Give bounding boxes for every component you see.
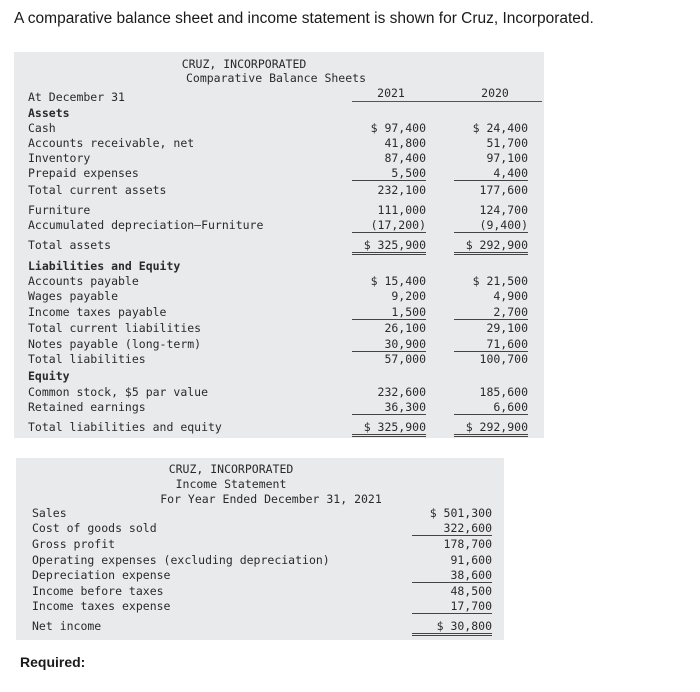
is-value: 38,600 — [412, 568, 492, 583]
is-row-label: Cost of goods sold — [32, 521, 157, 535]
bs-col-2021: 2021 — [377, 86, 405, 100]
bs-row-label: Total liabilities — [28, 352, 146, 366]
bs-value-2021: 5,500 — [352, 166, 426, 181]
is-value: 91,600 — [450, 553, 492, 567]
bs-value-2021: $ 325,900 — [352, 420, 426, 437]
bs-row-label: Notes payable (long-term) — [28, 337, 202, 351]
bs-value-2020: 2,700 — [454, 305, 528, 320]
bs-row-label: Wages payable — [28, 289, 119, 303]
is-title: Income Statement — [175, 477, 287, 491]
required-label: Required: — [20, 654, 86, 670]
bs-value-2020: $ 292,900 — [454, 238, 528, 255]
bs-section-heading: Assets — [28, 106, 70, 120]
bs-value-2021: 232,600 — [377, 385, 426, 399]
income-statement-panel — [16, 458, 504, 640]
bs-company: CRUZ, INCORPORATED — [181, 57, 307, 71]
bs-value-2020: (9,400) — [454, 218, 528, 233]
bs-value-2021: 36,300 — [352, 400, 426, 415]
bs-value-2021: $ 325,900 — [352, 238, 426, 255]
is-row-label: Sales — [32, 506, 67, 520]
bs-value-2020: 6,600 — [454, 400, 528, 415]
bs-row-label: Furniture — [28, 203, 91, 217]
bs-value-2021: 41,800 — [384, 136, 426, 150]
bs-value-2020: 29,100 — [486, 321, 528, 335]
bs-value-2020: $ 21,500 — [472, 274, 528, 288]
bs-row-label: Accounts receivable, net — [28, 136, 195, 150]
bs-row-label: Common stock, $5 par value — [28, 385, 209, 399]
bs-row-label: Total current assets — [28, 183, 167, 197]
is-value: 178,700 — [443, 537, 492, 551]
bs-value-2020: 71,600 — [454, 337, 528, 352]
bs-section-heading: Liabilities and Equity — [28, 259, 181, 273]
bs-value-2020: $ 292,900 — [454, 420, 528, 437]
bs-value-2020: $ 24,400 — [472, 121, 528, 135]
bs-value-2020: 4,400 — [454, 166, 528, 181]
is-row-label: Depreciation expense — [32, 568, 171, 582]
is-row-label: Income before taxes — [32, 584, 164, 598]
bs-value-2021: 26,100 — [384, 321, 426, 335]
bs-row-label: Total current liabilities — [28, 321, 202, 335]
is-value: $ 501,300 — [429, 506, 492, 520]
bs-value-2021: (17,200) — [352, 218, 426, 233]
is-company: CRUZ, INCORPORATED — [168, 462, 294, 476]
bs-value-2021: 1,500 — [352, 305, 426, 320]
bs-row-label: Accounts payable — [28, 274, 139, 288]
is-value: 48,500 — [450, 584, 492, 598]
bs-value-2021: 9,200 — [391, 289, 426, 303]
bs-value-2020: 97,100 — [486, 151, 528, 165]
is-value: $ 30,800 — [412, 619, 492, 636]
balance-sheet-panel — [14, 52, 544, 438]
bs-value-2021: 57,000 — [384, 352, 426, 366]
bs-row-label: Income taxes payable — [28, 305, 167, 319]
bs-value-2020: 124,700 — [479, 203, 528, 217]
bs-section-heading: Equity — [28, 369, 70, 383]
is-row-label: Operating expenses (excluding depreciation) — [32, 553, 330, 567]
is-row-label: Income taxes expense — [32, 599, 171, 613]
bs-value-2021: 87,400 — [384, 151, 426, 165]
is-value: 17,700 — [412, 599, 492, 614]
bs-value-2020: 51,700 — [486, 136, 528, 150]
bs-value-2020: 4,900 — [493, 289, 528, 303]
question-prompt: A comparative balance sheet and income statement is shown for Cruz, Incorporated. — [14, 10, 594, 27]
bs-header-rule — [352, 101, 542, 102]
bs-row-label: Inventory — [28, 151, 91, 165]
bs-row-label: Cash — [28, 121, 56, 135]
is-value: 322,600 — [412, 521, 492, 536]
is-row-label: Gross profit — [32, 537, 116, 551]
bs-row-label: Accumulated depreciation—Furniture — [28, 218, 264, 232]
bs-col-2020: 2020 — [481, 86, 509, 100]
bs-row-label: Total liabilities and equity — [28, 420, 222, 434]
bs-value-2020: 185,600 — [479, 385, 528, 399]
bs-date-label: At December 31 — [28, 90, 125, 104]
bs-value-2021: 232,100 — [377, 183, 426, 197]
bs-value-2021: $ 15,400 — [370, 274, 426, 288]
bs-value-2021: 30,900 — [352, 337, 426, 352]
is-row-label: Net income — [32, 619, 102, 633]
bs-row-label: Prepaid expenses — [28, 166, 139, 180]
bs-row-label: Total assets — [28, 238, 112, 252]
bs-row-label: Retained earnings — [28, 400, 146, 414]
bs-value-2021: $ 97,400 — [370, 121, 426, 135]
bs-title: Comparative Balance Sheets — [185, 71, 366, 85]
bs-value-2020: 100,700 — [479, 352, 528, 366]
is-period: For Year Ended December 31, 2021 — [160, 492, 382, 506]
bs-value-2020: 177,600 — [479, 183, 528, 197]
bs-value-2021: 111,000 — [377, 203, 426, 217]
